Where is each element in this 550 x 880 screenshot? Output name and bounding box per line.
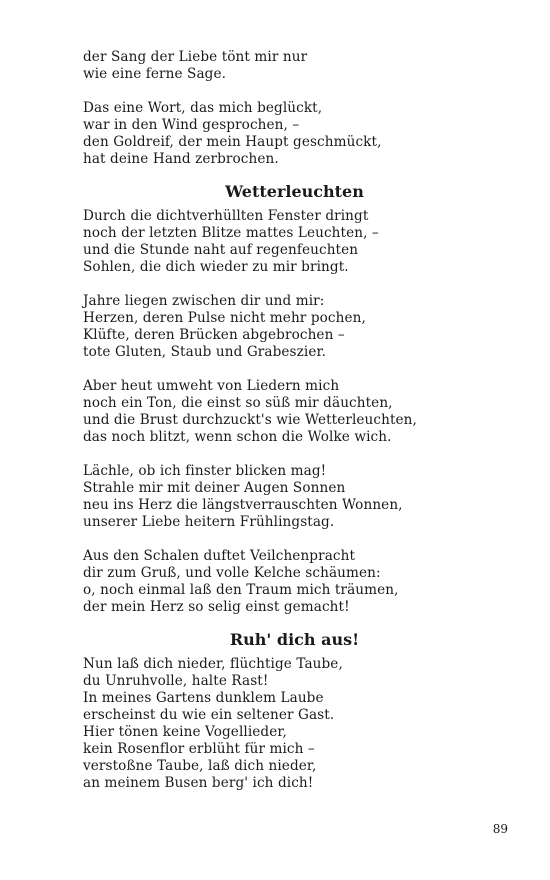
verse-line: Das eine Wort, das mich beglückt, [83,100,323,116]
verse-line: In meines Gartens dunklem Laube [83,690,324,706]
verse-line: der mein Herz so selig einst gemacht! [83,599,350,615]
verse-line: das noch blitzt, wenn schon die Wolke wich. [83,429,392,445]
verse-line: und die Brust durchzuckt's wie Wetterleuchten, [83,412,417,428]
verse-line: Aus den Schalen duftet Veilchenpracht [83,548,356,564]
verse-line: Durch die dichtverhüllten Fenster dringt [83,208,369,224]
verse-line: Aber heut umweht von Liedern mich [83,378,340,394]
verse-line: Strahle mir mit deiner Augen Sonnen [83,480,346,496]
verse-line: tote Gluten, Staub und Grabeszier. [83,344,326,360]
verse-line: unserer Liebe heitern Frühlingstag. [83,514,335,530]
verse-line: verstoßne Taube, laß dich nieder, [83,758,317,774]
stanza [83,100,483,168]
page-number: 89 [492,822,508,836]
stanza [83,378,483,446]
verse-line: Jahre liegen zwischen dir und mir: [83,293,325,309]
poem-title: Wetterleuchten [225,182,364,201]
verse-line: Klüfte, deren Brücken abgebrochen – [83,327,345,343]
verse-line: Lächle, ob ich finster blicken mag! [83,463,327,479]
verse-line: Sohlen, die dich wieder zu mir bringt. [83,259,349,275]
verse-line: dir zum Gruß, und volle Kelche schäumen: [83,565,381,581]
stanza [83,208,483,276]
verse-line: wie eine ferne Sage. [83,66,227,82]
verse-line: war in den Wind gesprochen, – [83,117,300,133]
verse-line: du Unruhvolle, halte Rast! [83,673,269,689]
verse-line: erscheinst du wie ein seltener Gast. [83,707,335,723]
verse-line: an meinem Busen berg' ich dich! [83,775,314,791]
verse-line: Nun laß dich nieder, flüchtige Taube, [83,656,343,672]
stanza [83,463,483,531]
verse-line: hat deine Hand zerbrochen. [83,151,279,167]
stanza [83,49,483,83]
verse-line: kein Rosenflor erblüht für mich – [83,741,315,757]
verse-line: noch der letzten Blitze mattes Leuchten, – [83,225,379,241]
verse-line: noch ein Ton, die einst so süß mir däuchten, [83,395,393,411]
stanza [83,548,483,616]
verse-line: Hier tönen keine Vogellieder, [83,724,287,740]
verse-line: der Sang der Liebe tönt mir nur [83,49,308,65]
verse-line: Herzen, deren Pulse nicht mehr pochen, [83,310,366,326]
poem-title: Ruh' dich aus! [229,630,360,649]
page-text [83,49,483,792]
verse-line: o, noch einmal laß den Traum mich träumen, [83,582,399,598]
stanza [83,656,483,792]
verse-line: den Goldreif, der mein Haupt geschmückt, [83,134,382,150]
verse-line: neu ins Herz die längstverrauschten Wonnen, [83,497,403,513]
verse-line: und die Stunde naht auf regenfeuchten [83,242,359,258]
stanza [83,293,483,361]
